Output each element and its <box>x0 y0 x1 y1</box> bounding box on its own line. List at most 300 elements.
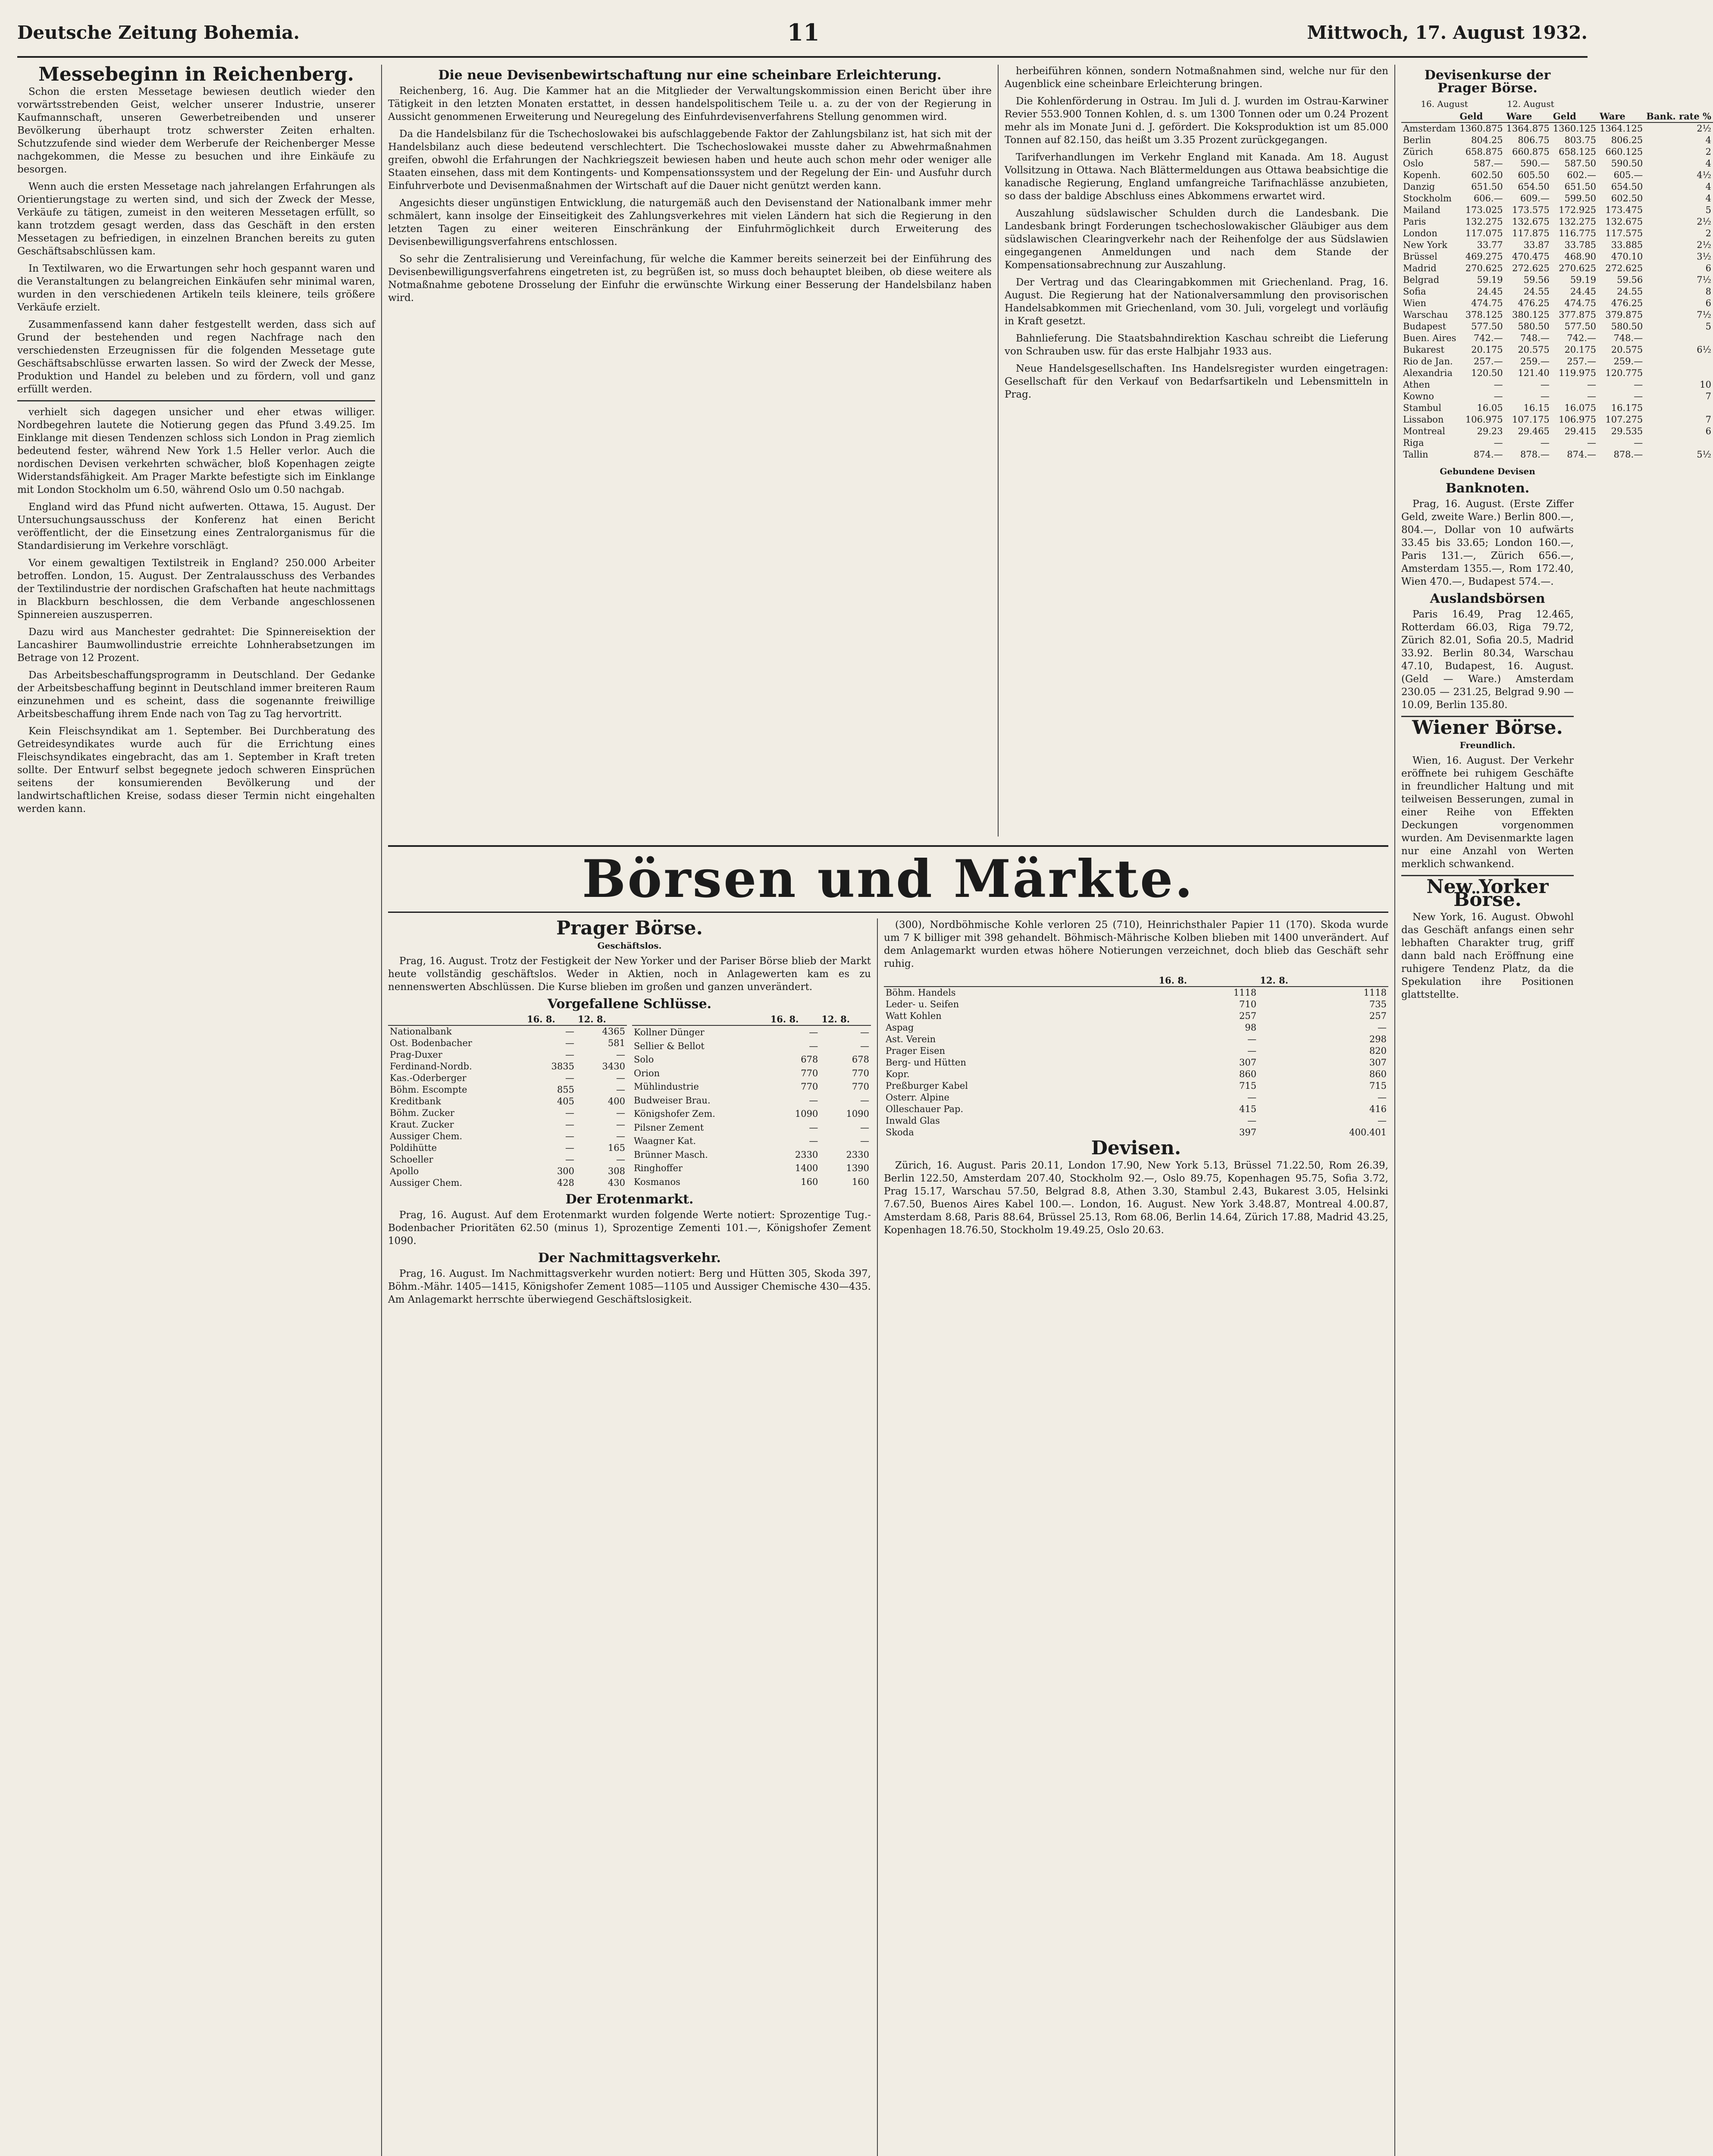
paragraph: Dazu wird aus Manchester gedrahtet: Die Spinnereisektion der Lancashirer Baumwollindustrie erreichte Lohnherabsetzungen im Betrage von 12 Prozent. <box>17 627 375 664</box>
row-value: 3835 <box>551 1061 575 1072</box>
row-value: 878.— <box>1613 449 1643 460</box>
prager-boerse-title: Prager Börse. <box>556 917 703 939</box>
schluss-row <box>388 1061 627 1072</box>
devisen-row <box>1401 193 1713 204</box>
row-value: — <box>809 1027 818 1038</box>
row-value: 8 <box>1705 286 1711 297</box>
row-label: Danzig <box>1403 182 1435 192</box>
row-value: 7 <box>1705 414 1711 425</box>
row-label: Alexandria <box>1403 368 1453 378</box>
row-value: — <box>1247 1034 1257 1044</box>
issue-date: Mittwoch, 17. August 1932. <box>1307 22 1588 43</box>
row-value: 2330 <box>846 1149 869 1160</box>
row-value: 874.— <box>1473 449 1503 460</box>
schluss-row <box>884 1010 1388 1022</box>
divider <box>17 400 375 401</box>
row-label: Schoeller <box>390 1154 433 1165</box>
devisen-row <box>1401 181 1713 193</box>
row-value: 307 <box>1369 1057 1387 1068</box>
row-value: 1400 <box>795 1163 818 1174</box>
row-value: 270.625 <box>1559 263 1596 273</box>
schluss-row <box>388 1177 627 1189</box>
row-value: 474.75 <box>1471 298 1503 308</box>
row-value: — <box>860 1027 869 1038</box>
boersen-right <box>884 918 1388 2156</box>
row-value: — <box>565 1073 575 1083</box>
row-value: 300 <box>557 1166 575 1176</box>
devisenkurse-title: Devisenkurse der Prager Börse. <box>1424 68 1551 96</box>
row-value: 106.975 <box>1465 414 1503 425</box>
row-value: 710 <box>1239 999 1257 1009</box>
paragraph: Vor einem gewaltigen Textilstreik in England? 250.000 Arbeiter betroffen. London, 15. August. Der Zentralausschuss des Verbandes der Textilindustrie der nordischen Grafschaften hat heute nachmittags in Blackburn beschlossen, die dem Verbande angeschlossenen Spinnereien auszusperren. <box>17 558 375 620</box>
row-value: 257 <box>1369 1011 1387 1021</box>
row-value: — <box>1494 438 1503 448</box>
row-value: — <box>1378 1116 1387 1126</box>
paragraph: Wenn auch die ersten Messetage nach jahrelangen Erfahrungen als Orientierungstage zu werten sind, und sich der Zweck der Messe, Verkäufe zu tätigen, zumeist in den weiteren Messetagen erfüllt, so kann trotzdem gesagt werden, dass das Geschäft in den ersten Messetagen zu befriedigen, in einzelnen Branchen bereits zu guten Geschäftsabschlüssen kam. <box>17 181 375 257</box>
page-header <box>17 9 1588 58</box>
row-label: Berg- und Hütten <box>886 1057 966 1068</box>
row-value: 4 <box>1705 193 1711 204</box>
row-value: 715 <box>1239 1081 1257 1091</box>
devisen-row <box>1401 426 1713 437</box>
paragraph: Wien, 16. August. Der Verkehr eröffnete bei ruhigem Geschäfte in freundlicher Haltung und mit teilweisen Besserungen, zumal in einer Reihe von Effekten Deckungen vorgenommen wurden. Am Devisenmarkte lagen nur eine Anzahl von Werten merklich schwankend. <box>1401 755 1574 870</box>
row-label: Berlin <box>1403 135 1431 145</box>
col-header <box>632 1013 769 1025</box>
schluss-row <box>632 1134 871 1148</box>
row-value: 415 <box>1239 1104 1257 1114</box>
schluss-row <box>884 1115 1388 1127</box>
schluss-row <box>632 1121 871 1134</box>
row-value: 804.25 <box>1471 135 1503 145</box>
row-value: — <box>616 1108 625 1118</box>
row-value: — <box>860 1122 869 1133</box>
row-label: Kowno <box>1403 391 1434 401</box>
gebundene-devisen-title: Gebundene Devisen <box>1440 466 1535 476</box>
row-value: 20.575 <box>1611 345 1643 355</box>
devisen-row <box>1401 251 1713 263</box>
schluss-row <box>884 1022 1388 1034</box>
devisen-row <box>1401 122 1713 135</box>
row-value: 6½ <box>1697 345 1711 355</box>
newspaper-name: Deutsche Zeitung Bohemia. <box>17 22 300 43</box>
row-value: 257.— <box>1473 356 1503 367</box>
row-label: Kreditbank <box>390 1096 441 1106</box>
row-label: Apollo <box>390 1166 419 1176</box>
schluss-row <box>388 1166 627 1177</box>
schluss-row <box>388 1131 627 1142</box>
row-value: 735 <box>1369 999 1387 1009</box>
devisen-row <box>1401 274 1713 286</box>
row-value: 602.50 <box>1471 170 1503 180</box>
paragraph: Prag, 16. August. Trotz der Festigkeit der New Yorker und der Pariser Börse blieb der Markt heute vollständig geschäftslos. Weder in Aktien, noch in Anlagewerten kam es zu nennenswerten Abschlüssen. Die Kurse blieben im großen und ganzen unverändert. <box>388 956 871 993</box>
paragraph: verhielt sich dagegen unsicher und eher etwas williger. Nordbegehren lautete die Notierung gegen das Pfund 3.49.25. Im Einklange mit diesen Tendenzen schloss sich London in Prag ziemlich bedeutend fester, während New York 1.5 Heller verlor. Auch die nordischen Devisen verkehrten schwächer, bloß Kopenhagen zeigte Widerstandsfähigkeit. Am Prager Markte befestigte sich im Einklange mit London Stockholm um 6.50, während Oslo um 0.50 nachgab. <box>17 407 375 495</box>
row-value: 590.— <box>1520 158 1550 169</box>
row-label: Watt Kohlen <box>886 1011 942 1021</box>
row-value: 257 <box>1239 1011 1257 1021</box>
row-value: 580.50 <box>1611 321 1643 332</box>
row-value: 29.415 <box>1564 426 1596 436</box>
row-value: 2½ <box>1697 123 1711 134</box>
row-label: Preßburger Kabel <box>886 1081 968 1091</box>
row-value: 20.175 <box>1564 345 1596 355</box>
row-value: 132.675 <box>1512 216 1550 227</box>
schluss-row <box>388 1025 627 1037</box>
row-label: Böhm. Handels <box>886 987 956 998</box>
row-label: Amsterdam <box>1403 123 1456 134</box>
column-rule <box>381 65 382 2156</box>
schluesse-tables <box>388 1013 871 1189</box>
paragraph: Bahnlieferung. Die Staatsbahndirektion Kaschau schreibt die Lieferung von Schrauben usw. für das erste Halbjahr 1933 aus. <box>1005 333 1388 357</box>
row-value: — <box>809 1136 818 1147</box>
row-value: 660.875 <box>1512 147 1550 157</box>
row-value: 59.19 <box>1477 275 1503 285</box>
row-value: 806.75 <box>1518 135 1550 145</box>
row-value: 748.— <box>1520 333 1550 343</box>
row-value: 119.975 <box>1559 368 1596 378</box>
date-previous: 12. August <box>1507 99 1554 109</box>
row-value: 270.625 <box>1465 263 1503 273</box>
devisenkurse-dates <box>1401 97 1574 110</box>
row-value: 20.175 <box>1471 345 1503 355</box>
row-label: Lissabon <box>1403 414 1444 425</box>
row-label: Brüssel <box>1403 251 1437 262</box>
row-value: 160 <box>801 1176 818 1187</box>
row-value: 1364.875 <box>1506 123 1550 134</box>
schluss-row <box>884 1069 1388 1080</box>
devisen-row <box>1401 309 1713 321</box>
col-header: Ware <box>1598 110 1644 122</box>
col-header: 16. 8. <box>525 1013 576 1025</box>
schluss-row <box>884 1092 1388 1103</box>
row-value: — <box>616 1119 625 1130</box>
devisen-row <box>1401 414 1713 426</box>
row-value: 59.56 <box>1617 275 1643 285</box>
devisen-row <box>1401 158 1713 169</box>
col-header: Ware <box>1505 110 1551 122</box>
devisen-row <box>1401 169 1713 181</box>
row-label: Skoda <box>886 1127 914 1138</box>
row-value: — <box>1494 391 1503 401</box>
row-value: 33.885 <box>1611 240 1643 250</box>
column-rule <box>998 65 999 837</box>
row-value: 2330 <box>795 1149 818 1160</box>
date-current: 16. August <box>1421 99 1468 109</box>
wiener-boerse-title: Wiener Börse. <box>1412 717 1563 739</box>
schluss-row <box>632 1094 871 1107</box>
row-value: 651.50 <box>1471 182 1503 192</box>
row-value <box>1644 356 1713 367</box>
row-value: 33.785 <box>1564 240 1596 250</box>
devisen-row <box>1401 391 1713 402</box>
schluss-row <box>884 987 1388 999</box>
paragraph: So sehr die Zentralisierung und Vereinfachung, für welche die Kammer bereits seinerzeit bei der Einführung des Devisenbewilligungsverfahrens eingetreten ist, zu begrüßen ist, so muss doch behauptet bleiben, ob diese weitere als Notmaßnahme gebotene Drosselung der Einfuhr die erwünschte Wirkung einer Besserung der Handelsbilanz haben wird. <box>388 254 992 304</box>
row-label: Osterr. Alpine <box>886 1092 949 1103</box>
row-value: 3½ <box>1697 251 1711 262</box>
row-label: Ost. Bodenbacher <box>390 1038 472 1048</box>
row-value: 860 <box>1369 1069 1387 1079</box>
row-value: 1090 <box>846 1109 869 1119</box>
row-value: 10 <box>1700 379 1711 390</box>
row-value: 117.575 <box>1605 228 1643 238</box>
row-value: — <box>1587 391 1596 401</box>
schluss-row <box>632 1067 871 1080</box>
row-value: 5 <box>1705 205 1711 215</box>
row-value: 6 <box>1705 298 1711 308</box>
row-value: — <box>1247 1092 1257 1103</box>
row-value: 165 <box>608 1143 625 1153</box>
row-value: — <box>1540 379 1550 390</box>
row-value: 6 <box>1705 426 1711 436</box>
row-value: 173.575 <box>1512 205 1550 215</box>
schluesse-table-2 <box>632 1013 871 1189</box>
row-value: 116.775 <box>1559 228 1596 238</box>
devisen-row <box>1401 321 1713 332</box>
row-value: 172.925 <box>1559 205 1596 215</box>
row-value: 132.675 <box>1605 216 1643 227</box>
row-value: 16.175 <box>1611 403 1643 413</box>
auslandsboersen-title: Auslandsbörsen <box>1430 591 1545 606</box>
schluesse-table-3 <box>884 975 1388 1138</box>
schluss-row <box>388 1142 627 1154</box>
row-value: 855 <box>557 1084 575 1095</box>
row-value: 16.075 <box>1564 403 1596 413</box>
schluesse-body-1 <box>388 1025 627 1189</box>
row-value: 590.50 <box>1611 158 1643 169</box>
row-value: 770 <box>852 1068 869 1078</box>
row-value: 24.45 <box>1477 286 1503 297</box>
paragraph: Tarifverhandlungen im Verkehr England mit Kanada. Am 18. August Vollsitzung in Ottawa. Nach Blättermeldungen aus Ottawa beabsichtige die kanadische Regierung, England umfangreiche Tarifnachlässe anzubieten, so dass der baldige Abschluss eines Abkommens erwartet wird. <box>1005 152 1388 202</box>
row-value: 602.— <box>1567 170 1596 180</box>
devisen-title: Devisen. <box>1091 1137 1181 1159</box>
row-value: 658.125 <box>1559 147 1596 157</box>
schluss-row <box>388 1119 627 1131</box>
row-value: — <box>809 1122 818 1133</box>
row-value: 24.45 <box>1570 286 1596 297</box>
row-value: 577.50 <box>1564 321 1596 332</box>
row-value: — <box>1378 1022 1387 1033</box>
row-value: 24.55 <box>1523 286 1550 297</box>
paragraph: Prag, 16. August. (Erste Ziffer Geld, zweite Ware.) Berlin 800.—, 804.—, Dollar von 10 aufwärts 33.45 bis 33.65; London 160.—, Paris 131.—, Zürich 656.—, Amsterdam 1355.—, Rom 172.40, Wien 470.—, Budapest 574.—. <box>1401 498 1574 587</box>
row-value: 430 <box>608 1178 625 1188</box>
column-rule <box>1394 65 1395 2156</box>
row-value: 715 <box>1369 1081 1387 1091</box>
row-value: 602.50 <box>1611 193 1643 204</box>
row-value: 59.19 <box>1570 275 1596 285</box>
schluesse-body-2 <box>632 1025 871 1189</box>
row-value: 599.50 <box>1564 193 1596 204</box>
row-value: 587.— <box>1473 158 1503 169</box>
row-value: 307 <box>1239 1057 1257 1068</box>
row-label: Kollner Dünger <box>634 1027 705 1038</box>
schluesse-title: Vorgefallene Schlüsse. <box>547 997 712 1012</box>
paragraph: Der Vertrag und das Clearingabkommen mit Griechenland. Prag, 16. August. Die Regierung hat der Nationalversammlung den provisorischen Handelsabkommen mit Griechenland, vom 30. Juli, vorgelegt und vorläufig in Kraft gesetzt. <box>1005 277 1388 327</box>
row-value: — <box>860 1136 869 1147</box>
row-value: 308 <box>608 1166 625 1176</box>
row-value: — <box>1634 438 1643 448</box>
row-value: 1364.125 <box>1600 123 1643 134</box>
row-value: 117.875 <box>1512 228 1550 238</box>
row-value: 660.125 <box>1605 147 1643 157</box>
row-value: — <box>809 1040 818 1051</box>
row-label: Inwald Glas <box>886 1116 940 1126</box>
schluss-row <box>632 1025 871 1040</box>
row-value: 874.— <box>1567 449 1596 460</box>
row-value: 132.275 <box>1559 216 1596 227</box>
col-header <box>1401 110 1458 122</box>
schluss-row <box>884 999 1388 1010</box>
row-value: 742.— <box>1473 333 1503 343</box>
row-value: 378.125 <box>1465 310 1503 320</box>
paragraph: Zürich, 16. August. Paris 20.11, London 17.90, New York 5.13, Brüssel 71.22.50, Rom 26.39, Berlin 122.50, Amsterdam 207.40, Stockholm 92.—, Oslo 89.75, Kopenhagen 95.75, Sofia 3.72, Prag 15.17, Warschau 57.50, Belgrad 8.8, Athen 3.30, Stambul 2.43, Bukarest 3.05, Helsinki 7.67.50, Buenos Aires Kabel 100.—. London, 16. August. New York 3.48.87, Montreal 4.00.87, Amsterdam 8.68, Paris 88.64, Brüssel 25.13, Rom 68.06, Berlin 14.64, Zürich 17.88, Madrid 43.25, Kopenhagen 18.76.50, Stockholm 19.49.25, Oslo 20.63. <box>884 1160 1388 1236</box>
article-title-messe: Messebeginn in Reichenberg. <box>38 63 354 85</box>
row-value: 428 <box>557 1178 575 1188</box>
devisen-row <box>1401 204 1713 216</box>
row-label: Budweiser Brau. <box>634 1095 711 1106</box>
row-label: Prag-Duxer <box>390 1050 442 1060</box>
row-value: 98 <box>1245 1022 1257 1033</box>
row-label: Kopr. <box>886 1069 910 1079</box>
row-value: — <box>1494 379 1503 390</box>
devisen-row <box>1401 216 1713 228</box>
paragraph: Zusammenfassend kann daher festgestellt werden, dass sich auf Grund der bestehenden und regen Nachfrage nach den verschiedensten Erzeugnissen für die folgenden Messetage gute Geschäftsabschlüsse erwarten lassen. So wird der Zweck der Messe, Produktion und Handel zu beleben und zu fördern, voll und ganz erfüllt werden. <box>17 319 375 395</box>
row-label: Kraut. Zucker <box>390 1119 454 1130</box>
row-value: 117.075 <box>1465 228 1503 238</box>
row-value: — <box>565 1143 575 1153</box>
row-value: 120.775 <box>1605 368 1643 378</box>
row-value: 5½ <box>1697 449 1711 460</box>
paragraph: New York, 16. August. Obwohl das Geschäft anfangs einen sehr lebhaften Charakter trug, griff dann bald nach Eröffnung eine ruhigere Tendenz Platz, da die Spekulation ihre Positionen glattstellte. <box>1401 912 1574 1000</box>
paragraph: In Textilwaren, wo die Erwartungen sehr hoch gespannt waren und die Veranstaltungen zu belangreichen Einkäufen sehr minimal waren, wurden in den verschiedenen Artikeln teils kleinere, teils größere Verkäufe erzielt. <box>17 263 375 313</box>
paragraph: Kein Fleischsyndikat am 1. September. Bei Durchberatung des Getreidesyndikates wurde auch für die Errichtung eines Fleischsyndikates eingebracht, das am 1. September in Kraft treten sollte. Der Entwurf selbst begegnete jedoch schweren Einsprüchen seitens der konsumierenden Bevölkerung und der landwirtschaftlichen Kreise, sodass dieser Termin nicht eingehalten werden kann. <box>17 726 375 815</box>
paragraph: Auszahlung südslawischer Schulden durch die Landesbank. Die Landesbank bringt Forderungen tschechoslowakischer Gläubiger aus dem südslawischen Clearingverkehr nach der Reihenfolge der aus Südslawien eingegangenen Anmeldungen und nach dem Stande der Kompensationsabrechnung zur Auszahlung. <box>1005 208 1388 271</box>
row-label: Ringhoffer <box>634 1163 683 1174</box>
devisen-row <box>1401 135 1713 146</box>
row-label: Wien <box>1403 298 1426 308</box>
schluss-row <box>388 1107 627 1119</box>
devisen-row <box>1401 367 1713 379</box>
paragraph: Reichenberg, 16. Aug. Die Kammer hat an die Mitglieder der Verwaltungskommission einen Bericht über ihre Tätigkeit in den letzten Monaten erstattet, in dessen handelspolitischem Teile u. a. zu der von der Regierung in Aussicht genommenen Erweiterung und Neuregelung des Einfuhrdevisenverfahrens Stellung genommen wird. <box>388 85 992 122</box>
banknoten-title: Banknoten. <box>1445 481 1530 496</box>
row-label: Königshofer Zem. <box>634 1109 715 1119</box>
row-value: 2 <box>1705 228 1711 238</box>
row-value: 1360.125 <box>1553 123 1596 134</box>
col-header: Bank. rate % <box>1644 110 1713 122</box>
row-value: 4 <box>1705 158 1711 169</box>
row-value: 24.55 <box>1617 286 1643 297</box>
row-label: Kopenh. <box>1403 170 1441 180</box>
row-value: 16.05 <box>1477 403 1503 413</box>
row-value: 654.50 <box>1518 182 1550 192</box>
nachmittagsverkehr-title: Der Nachmittagsverkehr. <box>538 1250 721 1266</box>
row-label: Waagner Kat. <box>634 1136 696 1147</box>
row-value: 3430 <box>602 1061 625 1072</box>
devisen-row <box>1401 379 1713 391</box>
row-value: — <box>616 1154 625 1165</box>
row-value: 651.50 <box>1564 182 1596 192</box>
row-value: 416 <box>1369 1104 1387 1114</box>
row-value <box>1644 437 1713 449</box>
row-value: 107.275 <box>1605 414 1643 425</box>
devisen-row <box>1401 239 1713 251</box>
devisenkurse-body <box>1401 122 1713 461</box>
row-value: 803.75 <box>1564 135 1596 145</box>
row-value: 379.875 <box>1605 310 1643 320</box>
schluss-row <box>884 1057 1388 1069</box>
row-label: Orion <box>634 1068 660 1078</box>
row-label: Riga <box>1403 438 1424 448</box>
row-value: 107.175 <box>1512 414 1550 425</box>
column-2 <box>388 65 992 841</box>
row-value: 120.50 <box>1471 368 1503 378</box>
paragraph: Prag, 16. August. Im Nachmittagsverkehr wurden notiert: Berg und Hütten 305, Skoda 397, Böhm.-Mähr. 1405—1415, Königshofer Zement 1085—1105 und Aussiger Chemische 430—435. Am Anlagemarkt herrschte überwiegend Geschäftslosigkeit. <box>388 1268 871 1305</box>
devisen-row <box>1401 286 1713 298</box>
row-value: 29.23 <box>1477 426 1503 436</box>
paragraph: England wird das Pfund nicht aufwerten. Ottawa, 15. August. Der Untersuchungsausschuss der Konferenz hat einen Bericht veröffentlicht, der die Einsetzung eines Zentralorganismus für die Standardisierung im Verkehre vorschlägt. <box>17 501 375 552</box>
row-value: 468.90 <box>1564 251 1596 262</box>
row-value: 606.— <box>1473 193 1503 204</box>
row-value: 476.25 <box>1518 298 1550 308</box>
row-label: Nationalbank <box>390 1026 452 1037</box>
row-value: 2½ <box>1697 240 1711 250</box>
row-value: 160 <box>852 1176 869 1187</box>
row-value: — <box>1634 391 1643 401</box>
page-number: 11 <box>787 19 820 46</box>
row-value: 577.50 <box>1471 321 1503 332</box>
new-york-boerse-title: New Yorker Börse. <box>1426 876 1549 911</box>
paragraph: Neue Handelsgesellschaften. Ins Handelsregister wurden eingetragen: Gesellschaft für den Verkauf von Bedarfsartikeln und Lebensmitteln in Prag. <box>1005 363 1388 400</box>
row-value: — <box>616 1084 625 1095</box>
erotenmarkt-title: Der Erotenmarkt. <box>565 1192 694 1207</box>
schluss-row <box>388 1072 627 1084</box>
row-label: Prager Eisen <box>886 1046 946 1056</box>
paragraph: Da die Handelsbilanz für die Tschechoslowakei bis aufschlaggebende Faktor der Zahlungsbilanz ist, hat sich mit der Handelsbilanz auch diese bedeutend verschlechtert. Die Tschechoslowakei musste daher zu Abwehrmaßnahmen greifen, obwohl die Erfahrungen der Nachkriegszeit bewiesen haben und heute auch schon mehr oder weniger alle Staaten einsehen, dass mit dem Kontingents- und Kompensationssystem und der Regelung der Ein- und Ausfuhr durch Einfuhrverbote und Devisenmaßnahmen der Wirtschaft auf die Dauer nicht genützt werden kann. <box>388 128 992 191</box>
row-label: Madrid <box>1403 263 1437 273</box>
boersen-left <box>388 918 871 2156</box>
row-value: 742.— <box>1567 333 1596 343</box>
row-value: 33.87 <box>1523 240 1550 250</box>
row-value: 587.50 <box>1564 158 1596 169</box>
row-value: — <box>1540 391 1550 401</box>
paragraph: (300), Nordböhmische Kohle verloren 25 (710), Heinrichsthaler Papier 11 (170). Skoda wurde um 7 K billiger mit 398 gehandelt. Böhmisch-Mährische Kolben blieben mit 1400 unverändert. Auf dem Anlagemarkt wurden etwas höhere Notierungen verzeichnet, doch blieb das Geschäft sehr ruhig. <box>884 919 1388 969</box>
col-header: 12. 8. <box>1258 975 1388 987</box>
row-value: 173.025 <box>1465 205 1503 215</box>
schluss-row <box>632 1080 871 1094</box>
row-label: Ast. Verein <box>886 1034 936 1044</box>
row-value: 4 <box>1705 135 1711 145</box>
row-label: Ferdinand-Nordb. <box>390 1061 472 1072</box>
devisen-row <box>1401 298 1713 309</box>
row-value: — <box>860 1040 869 1051</box>
col-header: 16. 8. <box>769 1013 820 1025</box>
paragraph: herbeiführen können, sondern Notmaßnahmen sind, welche nur für den Augenblick eine scheinbare Erleichterung bringen. <box>1005 66 1388 90</box>
row-label: Oslo <box>1403 158 1424 169</box>
row-label: Poldihütte <box>390 1143 437 1153</box>
row-value: 298 <box>1369 1034 1387 1044</box>
row-value: 59.56 <box>1523 275 1550 285</box>
row-label: Paris <box>1403 216 1426 227</box>
row-value: 470.475 <box>1512 251 1550 262</box>
row-value: 658.875 <box>1465 147 1503 157</box>
row-value: 7½ <box>1697 310 1711 320</box>
devisen-row <box>1401 437 1713 449</box>
row-value: 259.— <box>1613 356 1643 367</box>
row-value: 272.625 <box>1512 263 1550 273</box>
schluss-row <box>884 1127 1388 1138</box>
schluss-row <box>388 1037 627 1049</box>
row-value: — <box>1587 438 1596 448</box>
paragraph: Paris 16.49, Prag 12.465, Rotterdam 66.03, Riga 79.72, Zürich 82.01, Sofia 20.5, Madrid 33.92. Berlin 80.34, Warschau 47.10, Budapest, 16. August. (Geld — Ware.) Amsterdam 230.05 — 231.25, Belgrad 9.90 — 10.09, Berlin 135.80. <box>1401 609 1574 711</box>
row-value: — <box>565 1108 575 1118</box>
